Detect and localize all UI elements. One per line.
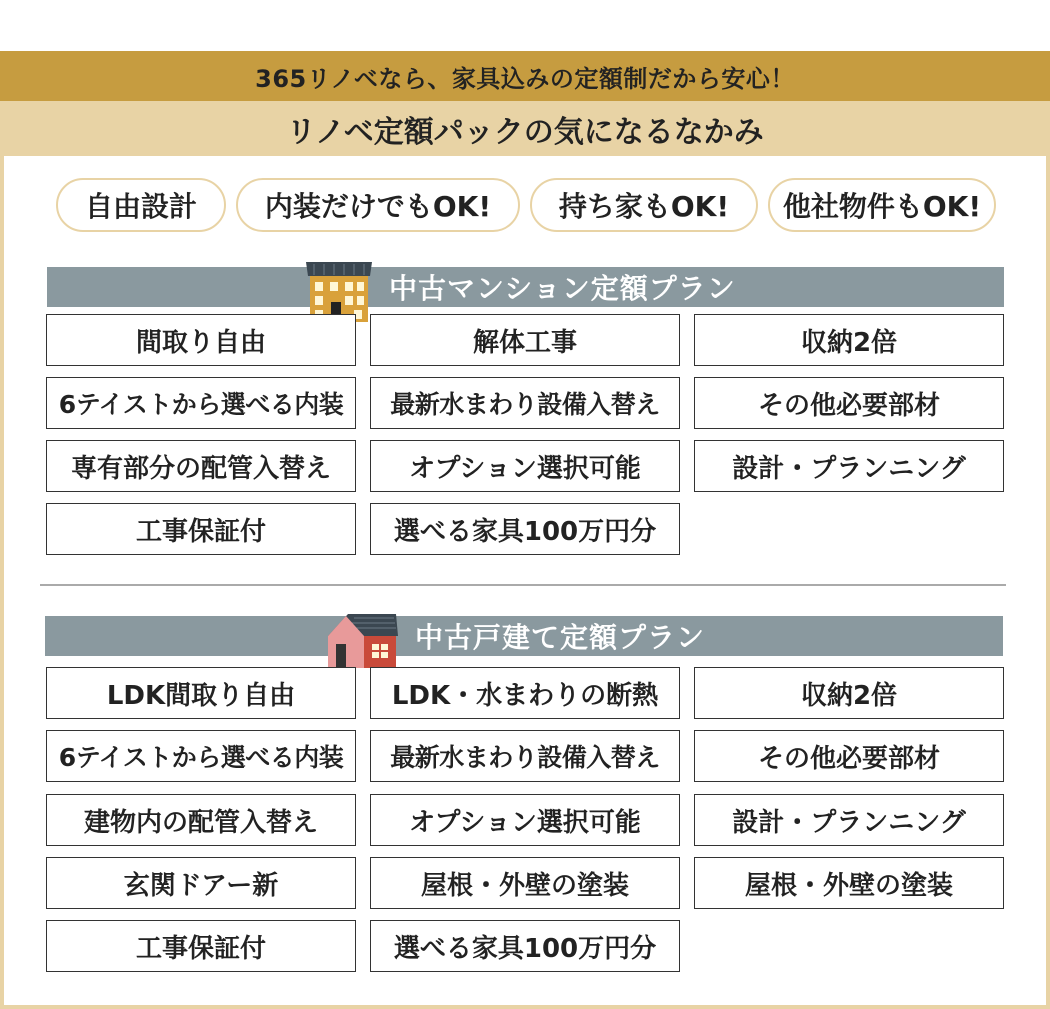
plan-item: 工事保証付 xyxy=(46,920,356,972)
plan-item: オプション選択可能 xyxy=(370,794,680,846)
section-divider xyxy=(40,584,1006,586)
feature-pill: 内装だけでもOK! xyxy=(236,178,520,232)
plan-item: LDK・水まわりの断熱 xyxy=(370,667,680,719)
plan-item: 解体工事 xyxy=(370,314,680,366)
plan-item: 設計・プランニング xyxy=(694,794,1004,846)
plan-item: 収納2倍 xyxy=(694,314,1004,366)
page-title: リノベ定額パックの気になるなかみ xyxy=(286,114,764,150)
feature-pill: 自由設計 xyxy=(56,178,226,232)
plan-item: 玄関ドアー新 xyxy=(46,857,356,909)
house-plan-title: 中古戸建て定額プラン xyxy=(415,621,706,654)
plan-item: 6テイストから選べる内装 xyxy=(46,377,356,429)
plan-item: その他必要部材 xyxy=(694,730,1004,782)
plan-item: 最新水まわり設備入替え xyxy=(370,730,680,782)
plan-item: 建物内の配管入替え xyxy=(46,794,356,846)
tagline-text: 365リノベなら、家具込みの定額制だから安心！ xyxy=(255,64,795,93)
plan-item: 設計・プランニング xyxy=(694,440,1004,492)
feature-pills xyxy=(0,178,1050,234)
plan-item: その他必要部材 xyxy=(694,377,1004,429)
plan-item: 間取り自由 xyxy=(46,314,356,366)
tagline-banner xyxy=(0,51,1050,101)
mansion-plan-header xyxy=(47,267,1004,307)
plan-item: オプション選択可能 xyxy=(370,440,680,492)
feature-pill: 他社物件もOK! xyxy=(768,178,996,232)
feature-pill: 持ち家もOK! xyxy=(530,178,758,232)
plan-item: 工事保証付 xyxy=(46,503,356,555)
plan-item: 選べる家具100万円分 xyxy=(370,920,680,972)
title-banner xyxy=(0,101,1050,156)
plan-item: LDK間取り自由 xyxy=(46,667,356,719)
plan-item: 屋根・外壁の塗装 xyxy=(694,857,1004,909)
plan-item: 選べる家具100万円分 xyxy=(370,503,680,555)
house-icon xyxy=(324,612,400,670)
plan-item: 専有部分の配管入替え xyxy=(46,440,356,492)
mansion-plan-title: 中古マンション定額プラン xyxy=(389,272,736,305)
plan-item: 屋根・外壁の塗装 xyxy=(370,857,680,909)
plan-item: 最新水まわり設備入替え xyxy=(370,377,680,429)
plan-item: 収納2倍 xyxy=(694,667,1004,719)
house-plan-header xyxy=(45,616,1003,656)
plan-item: 6テイストから選べる内装 xyxy=(46,730,356,782)
